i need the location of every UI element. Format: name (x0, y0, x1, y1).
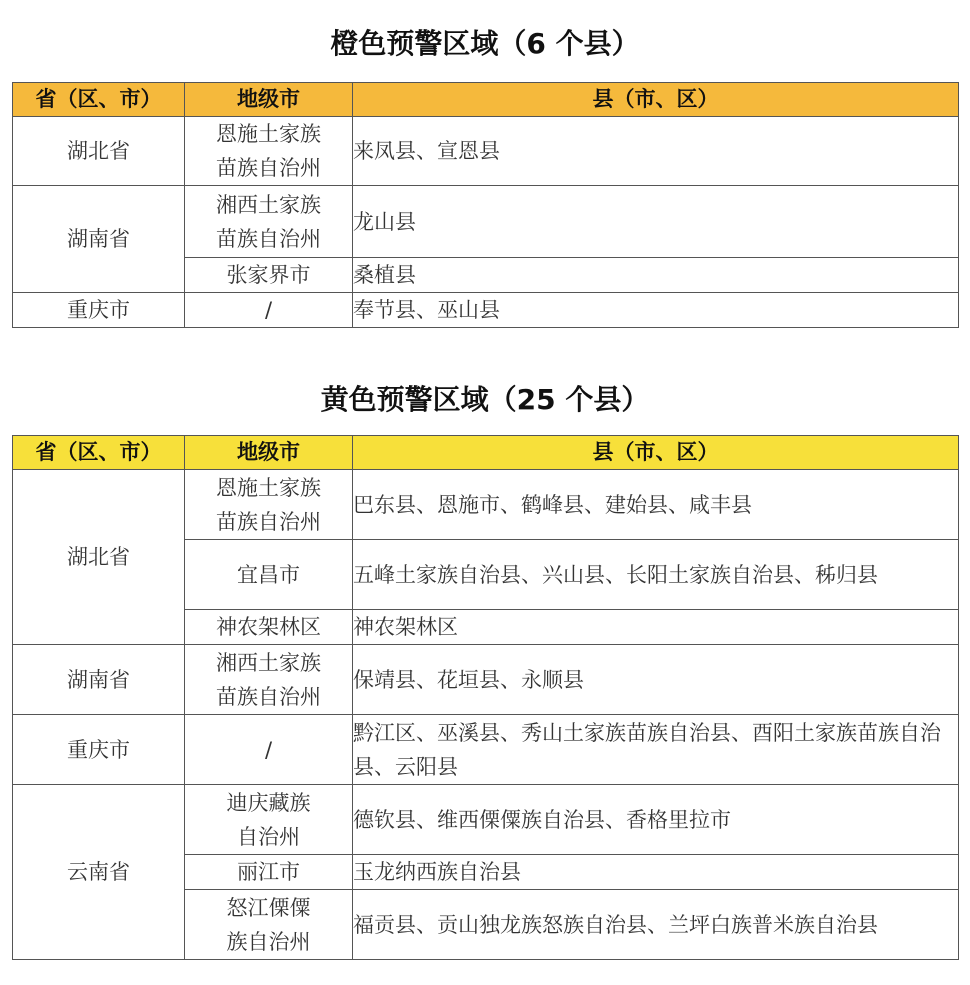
table-row (13, 645, 959, 715)
header-county: 县（市、区） (353, 436, 959, 470)
header-county: 县（市、区） (353, 83, 959, 117)
table-row (13, 470, 959, 540)
city-cell (185, 117, 353, 186)
city-cell-text: 迪庆藏族自治州 (226, 790, 311, 849)
city-cell (185, 785, 353, 855)
header-city: 地级市 (185, 436, 353, 470)
city-cell-text: 恩施土家族苗族自治州 (216, 475, 321, 534)
city-cell: 宜昌市 (185, 540, 353, 610)
city-cell (185, 470, 353, 540)
city-cell (185, 645, 353, 715)
city-cell-text: 怒江傈僳族自治州 (226, 895, 311, 954)
county-cell: 黔江区、巫溪县、秀山土家族苗族自治县、酉阳土家族苗族自治县、云阳县 (353, 715, 959, 785)
province-cell: 湖北省 (13, 117, 185, 186)
yellow-warning-table (12, 435, 959, 960)
province-cell: 云南省 (13, 785, 185, 960)
county-cell: 龙山县 (353, 186, 959, 258)
table-header-row (13, 436, 959, 470)
table-row (13, 785, 959, 855)
city-cell: / (185, 715, 353, 785)
header-city: 地级市 (185, 83, 353, 117)
county-cell: 玉龙纳西族自治县 (353, 855, 959, 890)
province-cell: 重庆市 (13, 293, 185, 328)
table-row (13, 293, 959, 328)
county-cell: 桑植县 (353, 258, 959, 293)
yellow-warning-title: 黄色预警区域（25 个县） (320, 383, 650, 416)
orange-warning-title: 橙色预警区域（6 个县） (330, 27, 640, 60)
province-cell: 湖南省 (13, 186, 185, 293)
county-cell: 奉节县、巫山县 (353, 293, 959, 328)
table-row (13, 186, 959, 258)
city-cell: / (185, 293, 353, 328)
province-cell: 重庆市 (13, 715, 185, 785)
province-cell: 湖北省 (13, 470, 185, 645)
table-header-row (13, 83, 959, 117)
province-cell: 湖南省 (13, 645, 185, 715)
county-cell: 德钦县、维西傈僳族自治县、香格里拉市 (353, 785, 959, 855)
county-cell: 来凤县、宣恩县 (353, 117, 959, 186)
county-cell: 保靖县、花垣县、永顺县 (353, 645, 959, 715)
city-cell (185, 186, 353, 258)
city-cell-text: 湘西土家族苗族自治州 (216, 650, 321, 709)
county-cell: 五峰土家族自治县、兴山县、长阳土家族自治县、秭归县 (353, 540, 959, 610)
city-cell-text: 湘西土家族苗族自治州 (216, 192, 321, 251)
city-cell-text: 恩施土家族苗族自治州 (216, 122, 321, 180)
city-cell: 神农架林区 (185, 610, 353, 645)
county-cell: 福贡县、贡山独龙族怒族自治县、兰坪白族普米族自治县 (353, 890, 959, 960)
city-cell: 张家界市 (185, 258, 353, 293)
header-province: 省（区、市） (13, 83, 185, 117)
county-cell: 神农架林区 (353, 610, 959, 645)
header-province: 省（区、市） (13, 436, 185, 470)
table-row (13, 715, 959, 785)
city-cell: 丽江市 (185, 855, 353, 890)
table-row (13, 117, 959, 186)
city-cell (185, 890, 353, 960)
orange-warning-table (12, 82, 959, 328)
county-cell: 巴东县、恩施市、鹤峰县、建始县、咸丰县 (353, 470, 959, 540)
